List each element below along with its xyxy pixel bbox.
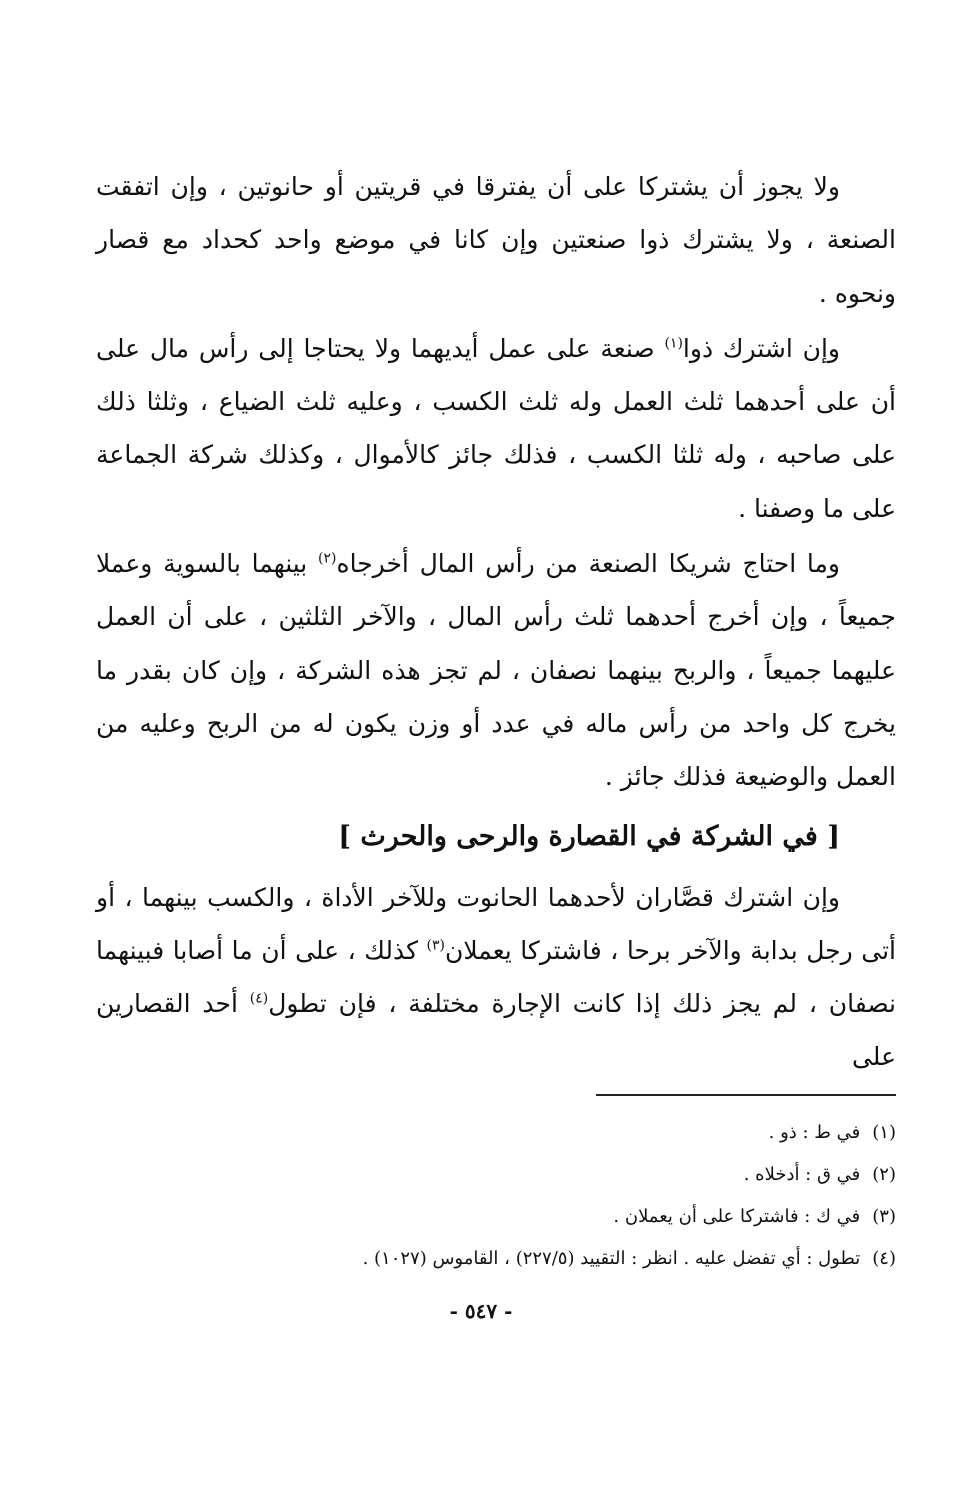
paragraph-3-text-b: بينهما بالسوية وعملا جميعاً ، وإن أخرج أحدهما ثلث رأس المال ، والآخر الثلثين ، على أن العمل عليهما جميعاً ، والربح بينهما نصفان ، لم تجز هذه الشركة ، وإن كان بقدر ما يخرج كل واحد من رأس ماله في عدد أو وزن يكون له من الربح وعليه من العمل والوضيعة فذلك جائز . xyxy=(96,549,896,792)
footnote-1 xyxy=(96,1112,896,1154)
paragraph-4-text-a: وإن اشترك قصَّاران لأحدهما الحانوت وللآخر الأداة ، والكسب بينهما ، أو أتى رجل بدابة والآخر برحا ، فاشتركا يعملان xyxy=(96,882,896,965)
footnote-text: في ط : ذو . xyxy=(768,1122,861,1143)
paragraph-4 xyxy=(96,871,896,1084)
paragraph-4-text-c: أحد القصارين على xyxy=(96,989,896,1072)
page-number: - ٥٤٧ - xyxy=(449,1299,513,1323)
footnote-text: تطول : أي تفضل عليه . انظر : التقييد (٢٢٧/٥) ، القاموس (١٠٢٧) . xyxy=(362,1248,861,1269)
footnote-ref-4: (٤) xyxy=(249,990,269,1007)
footnote-ref-2: (٢) xyxy=(318,550,337,567)
section-heading: [ في الشركة في القصارة والرحى والحرث ] xyxy=(338,820,840,852)
paragraph-2-text-b: صنعة على عمل أيديهما ولا يحتاجا إلى رأس مال على أن على أحدهما ثلث العمل وله ثلث الكسب ، وعليه ثلث الضياع ، وثلثا ذلك على صاحبه ، وله ثلثا الكسب ، فذلك جائز كالأموال ، وكذلك شركة الجماعة على ما وصفنا . xyxy=(96,333,896,523)
paragraph-2-text-a: وإن اشترك ذوا xyxy=(682,333,840,363)
footnote-2 xyxy=(96,1154,896,1196)
footnote-number: (١) xyxy=(872,1122,896,1143)
paragraph-4-text-b: كذلك ، على أن ما أصابا فبينهما نصفان ، لم يجز ذلك إذا كانت الإجارة مختلفة ، فإن تطول xyxy=(96,935,897,1019)
footnote-ref-1: (١) xyxy=(664,335,683,352)
footnote-3 xyxy=(96,1196,896,1238)
footnote-number: (٣) xyxy=(872,1206,896,1227)
footnote-number: (٢) xyxy=(872,1164,896,1185)
footnote-separator xyxy=(596,1094,896,1096)
paragraph-2 xyxy=(96,322,896,535)
paragraph-3 xyxy=(96,537,896,803)
paragraph-1: ولا يجوز أن يشتركا على أن يفترقا في قريتين أو حانوتين ، وإن اتفقت الصنعة ، ولا يشترك ذوا صنعتين وإن كانا في موضع واحد كحداد مع قصار ونحوه . xyxy=(96,172,896,308)
footnote-ref-3: (٣) xyxy=(426,937,445,954)
footnote-number: (٤) xyxy=(872,1248,896,1269)
footnote-text: في ك : فاشتركا على أن يعملان . xyxy=(613,1206,861,1227)
footnotes xyxy=(96,1112,896,1280)
main-text xyxy=(96,160,896,1086)
footnote-4 xyxy=(96,1238,896,1280)
paragraph-3-text-a: وما احتاج شريكا الصنعة من رأس المال أخرجاه xyxy=(336,549,840,579)
footnote-text: في ق : أدخلاه . xyxy=(743,1164,861,1185)
